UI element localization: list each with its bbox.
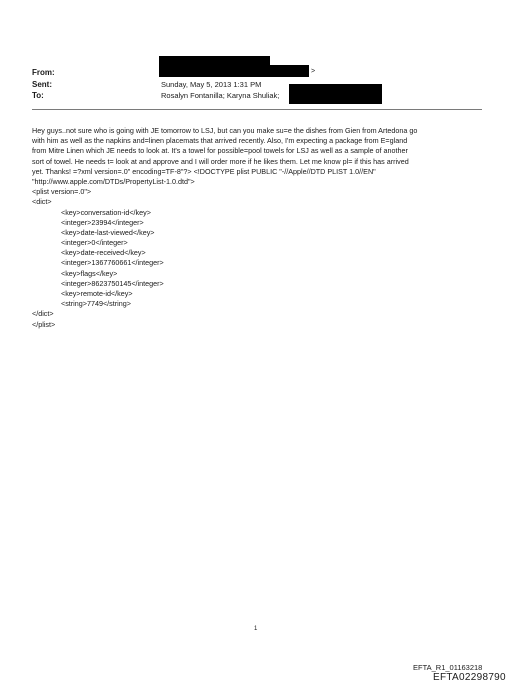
page-number: 1	[254, 626, 258, 632]
body-line: yet. Thanks! =?xml version=.0" encoding=TF-8"?> <!DOCTYPE plist PUBLIC "-//Apple//DTD PLIST 1.0//EN"	[32, 166, 376, 176]
sent-value: Sunday, May 5, 2013 1:31 PM	[161, 80, 262, 89]
body-line: from Mitre Linen which JE needs to look at. It's a towel for possible=pool towels for LSJ as well as a sample of another	[32, 146, 408, 156]
redaction-to	[289, 84, 382, 104]
email-body	[32, 126, 484, 330]
body-line: <key>conversation-id</key>	[61, 207, 151, 217]
bates-number-large: EFTA02298790	[433, 672, 506, 683]
body-line: <key>date-last-viewed</key>	[61, 227, 155, 237]
body-line: <integer>8623750145</integer>	[61, 278, 164, 288]
to-value: Rosalyn Fontanilla; Karyna Shuliak;	[161, 91, 280, 100]
bates-number-small: EFTA_R1_01163218	[413, 663, 483, 672]
to-label: To:	[32, 91, 44, 100]
from-label: From:	[32, 68, 55, 77]
body-line: </plist>	[32, 319, 56, 329]
from-trailing-bracket: >	[311, 68, 316, 75]
body-line: <integer>1367760661</integer>	[61, 258, 164, 268]
body-line: <integer>0</integer>	[61, 238, 128, 248]
body-line: <dict>	[32, 197, 52, 207]
body-line: with him as well as the napkins and=linen placemats that arrived recently. Also, I'm expecting a package from E=gland	[32, 136, 408, 146]
body-line: Hey guys..not sure who is going with JE tomorrow to LSJ, but can you make su=e the dishes from Gien from Artedona go	[32, 126, 418, 135]
body-line: <key>flags</key>	[61, 268, 118, 278]
redaction-from	[159, 65, 309, 77]
body-line: <key>date-received</key>	[61, 248, 146, 258]
body-line: <string>7749</string>	[61, 299, 131, 309]
header-divider	[32, 109, 482, 110]
body-line: </dict>	[32, 309, 54, 319]
body-line: <integer>23994</integer>	[61, 217, 144, 227]
body-line: <plist version=.0">	[32, 187, 92, 197]
body-line: <key>remote-id</key>	[61, 289, 133, 298]
body-line: "http://www.apple.com/DTDs/PropertyList-1.0.dtd">	[32, 176, 195, 186]
sent-label: Sent:	[32, 80, 52, 89]
body-line: sort of towel. He needs t= look at and approve and I will order more if he likes them. Let me know pl= if this has arrived	[32, 156, 409, 166]
